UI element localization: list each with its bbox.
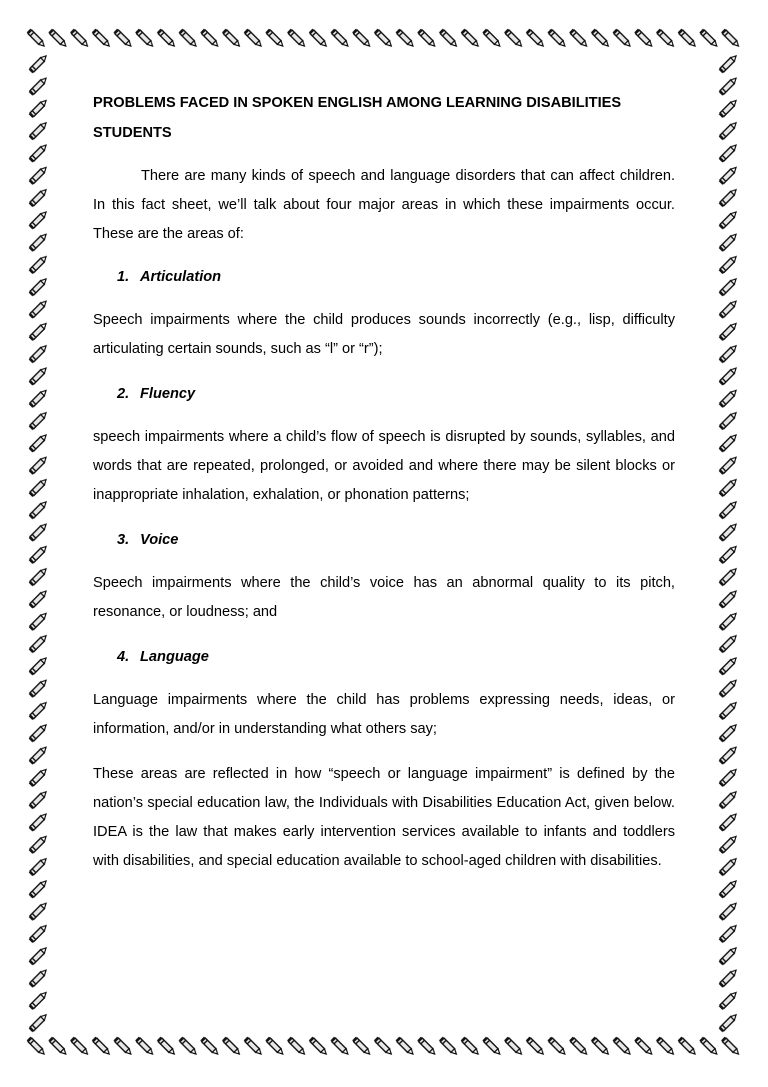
intro-paragraph: There are many kinds of speech and language disorders that can affect children. In this fact sheet, we’ll talk about four major areas in which these impairments occur. These are the areas of: <box>93 168 675 242</box>
closing-paragraph: These areas are reflected in how “speech or language impairment” is defined by the nation’s special education law, the Individuals with Disabilities Education Act, given below. IDEA is the law that makes early intervention services available to infants and toddlers with disabilities, and special education available to school-aged children with disabilities. <box>93 766 675 869</box>
section-number: 4. <box>117 649 130 665</box>
section-heading-fluency <box>93 380 675 409</box>
section-heading-voice <box>93 526 675 555</box>
pencil-icon-column-left <box>26 52 52 1034</box>
section-text-articulation: Speech impairments where the child produces sounds incorrectly (e.g., lisp, difficulty articulating certain sounds, such as “l” or “r”); <box>93 312 675 357</box>
section-heading-articulation <box>93 263 675 292</box>
section-number: 2. <box>117 386 130 402</box>
section-title: Fluency <box>140 386 196 402</box>
pencil-icon-row-bottom <box>26 1034 742 1060</box>
page-title: PROBLEMS FACED IN SPOKEN ENGLISH AMONG LEARNING DISABILITIES STUDENTS <box>93 95 622 141</box>
section-number: 1. <box>117 269 130 285</box>
section-text-voice: Speech impairments where the child’s voice has an abnormal quality to its pitch, resonance, or loudness; and <box>93 575 675 620</box>
section-title: Articulation <box>140 269 222 285</box>
pencil-icon-row-top <box>26 26 742 52</box>
pencil-border-right <box>716 52 742 1034</box>
document-body <box>93 88 675 876</box>
section-title: Voice <box>140 532 179 548</box>
pencil-border-top <box>26 26 742 52</box>
section-text-language: Language impairments where the child has problems expressing needs, ideas, or information, and/or in understanding what others say; <box>93 692 675 737</box>
section-title: Language <box>140 649 209 665</box>
section-text-fluency: speech impairments where a child’s flow of speech is disrupted by sounds, syllables, and words that are repeated, prolonged, or avoided and where there may be silent blocks or inappropriate inhalation, exhalation, or phonation patterns; <box>93 429 675 503</box>
pencil-border-left <box>26 52 52 1034</box>
pencil-border-bottom <box>26 1034 742 1060</box>
pencil-icon-column-right <box>716 52 742 1034</box>
section-heading-language <box>93 643 675 672</box>
section-number: 3. <box>117 532 130 548</box>
